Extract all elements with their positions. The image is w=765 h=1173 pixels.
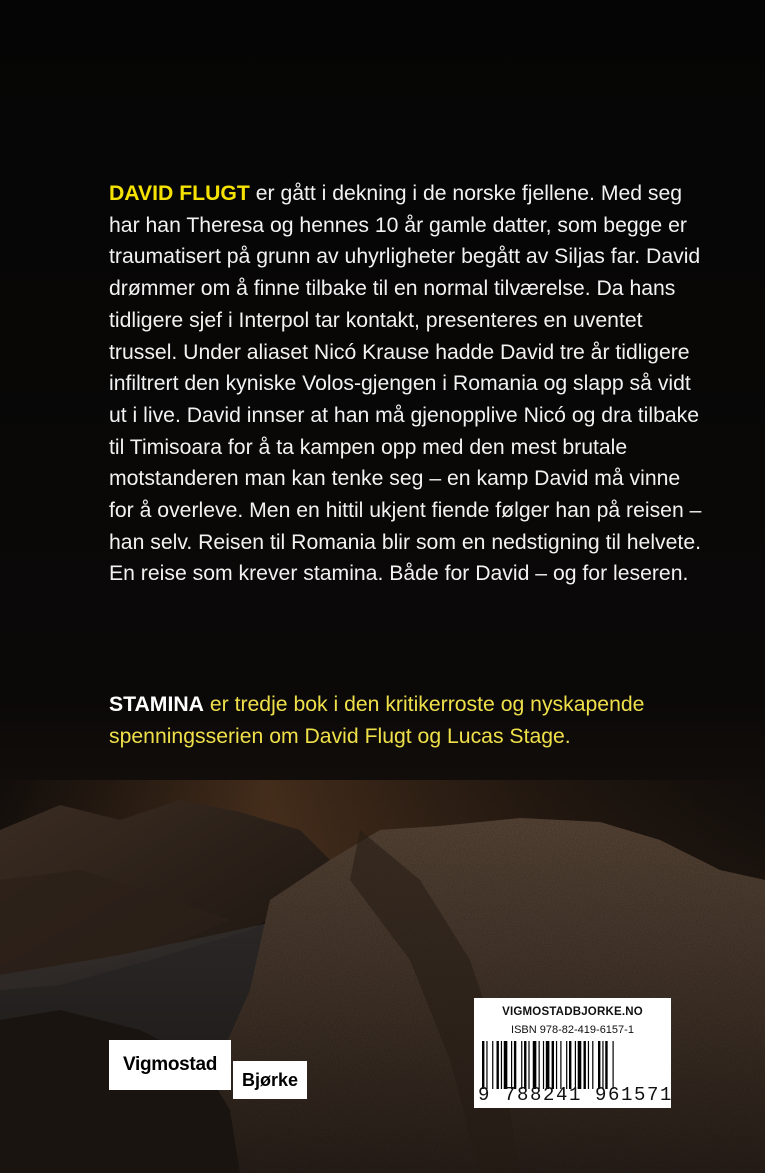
ean-digits: 9 788241 961571: [478, 1084, 674, 1106]
isbn-label: ISBN 978-82-419-6157-1: [511, 1024, 634, 1036]
publisher-logo-vigmostad: Vigmostad: [109, 1040, 231, 1090]
publisher-logo-bjorke: Bjørke: [233, 1061, 307, 1099]
barcode-panel: [474, 998, 674, 1108]
barcode-icon: [480, 1041, 666, 1089]
series-tagline: [109, 689, 709, 752]
tagline-text: er tredje bok i den kritikerroste og nyskapende spenningsserien om David Flugt og Lucas Stage.: [109, 693, 645, 748]
synopsis-text: [109, 178, 709, 590]
book-title: STAMINA: [109, 693, 204, 716]
publisher-url: VIGMOSTADBJORKE.NO: [502, 1006, 643, 1018]
synopsis-lead-name: DAVID FLUGT: [109, 182, 250, 205]
synopsis-body: er gått i dekning i de norske fjellene. Med seg har han Theresa og hennes 10 år gamle datter, som begge er traumatisert på grunn av uhyrligheter begått av Siljas far. David drømmer om å finne tilbake til en normal tilværelse. Da hans tidligere sjef i Interpol tar kontakt, presenteres en uventet trussel. Under aliaset Nicó Krause hadde David tre år tidligere infiltrert den kyniske Volos-gjengen i Romania og slapp så vidt ut i live. David innser at han må gjenopplive Nicó og dra tilbake til Timisoara for å ta kampen opp med den mest brutale motstanderen man kan tenke seg – en kamp David må vinne for å overleve. Men en hittil ukjent fiende følger han på reisen – han selv. Reisen til Romania blir som en nedstigning til helvete. En reise som krever stamina. Både for David – og for leseren.: [109, 182, 702, 586]
